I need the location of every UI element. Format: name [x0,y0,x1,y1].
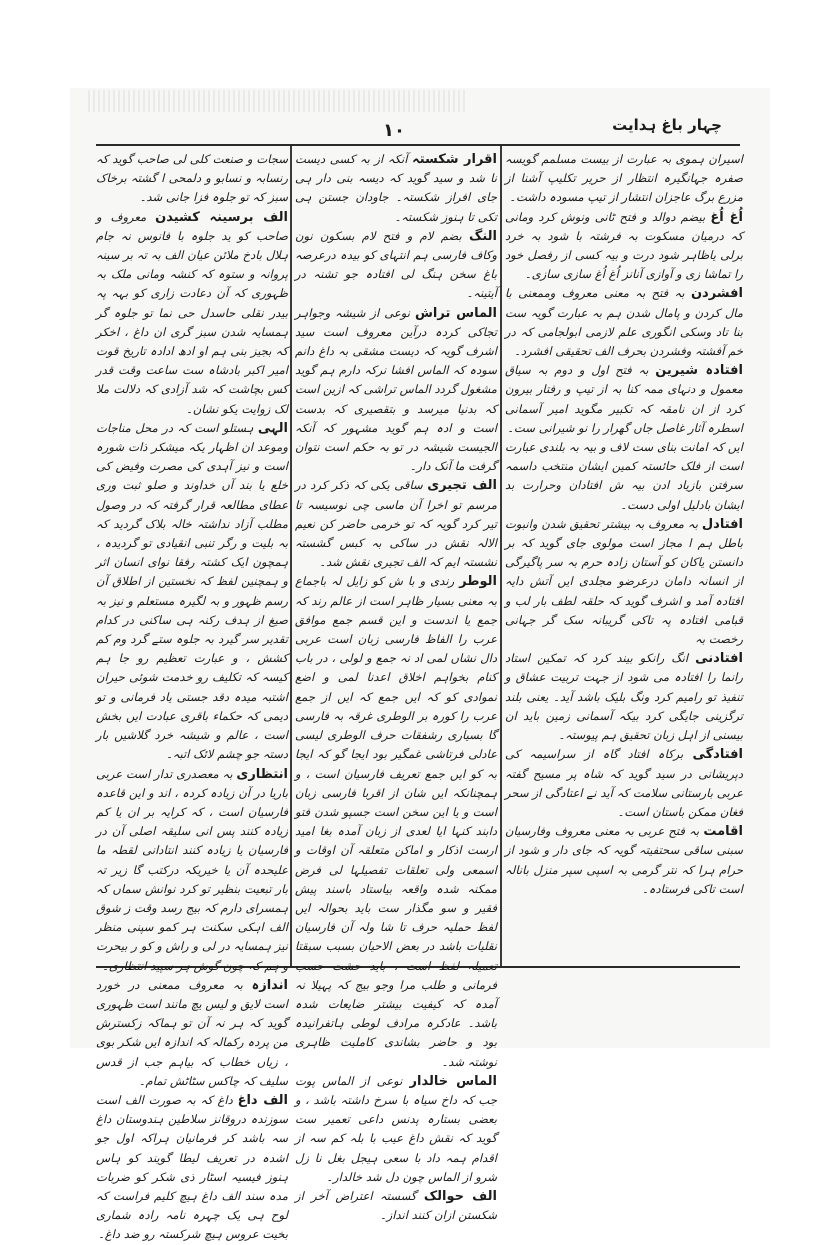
text-column-right [505,150,743,962]
entry-headword: انتظاری [236,766,288,782]
entry-headword: الف تجیری [427,478,498,494]
entry-text: بہ معروف ممعنی در خورد است لایق و لیس یچ مانند است ظہوری گوید کہ ہر نہ آن تو ہماکہ زکسترش من پردہ رکمالہ کہ اندازہ ایں شکر بوی ، زیاں خطاب کہ بیاہم جب از قدس سلیف کہ چاکس سٹاٹش تمام۔ [96,977,288,1088]
entry-headword: النگ [469,228,497,244]
text-column-left [96,150,289,1242]
dictionary-entry [505,361,743,438]
dictionary-entry [295,304,497,477]
entry-headword: الف برسینہ کشیدن [155,209,288,225]
entry-text: ایں کہ امانت بنای ست لاف و بیہ بہ بلندی عبارت است از فلک حائستہ کمین ایشان منتخب داسمہ سرفتن بازیاد ادن بیہ ش افتادان وحرارت بد ایشان بادلیل اولی دست۔ [505,440,743,512]
entry-headword: الماس خالدار [409,1073,498,1089]
dictionary-entry [505,745,743,822]
entry-headword: الماس تراش [414,305,497,321]
entry-headword: افشردن [690,286,744,302]
entry-headword: اندازہ [251,977,288,993]
entry-headword: الوطر [459,574,497,590]
entry-text: بضم لام و فتح لام بسکون نون وکاف فارسی ہم انتہای کو بیدہ درعرصہ باغ سخن ہنگ لی افتادہ جو تشنہ در آیتینہ۔ [295,228,497,301]
entry-headword: افتادل [701,516,743,532]
entry-text: بہ فتح بہ معنی معروف وممعنی با مال کردن و پامال شدن ہم بہ عبارت گویہ ست بنا تاد وسکی انگوری علم لازمی ابولجامی کہ در خم آفشتہ وفشردن بحرف الف تحقیقی افشرد۔ [505,286,743,359]
dictionary-entry [505,208,743,285]
entry-text: رندی و با ش کو زایل لہ باجماع بہ معنی بسیار ظاہر است از عالم رند کہ جمع یا اندست و این قسم جمع موافق عرب را الفاظ فارسی زبان است عربی دال نشاں لمی اد نہ جمع و لولی ، در باب کنام بخواہم اخلاق اعدنا لمی و اضع نموادی کو کہ ایں جمع کہ ایں از جمع عرب را کورہ بر الوطری غرقہ بہ فارسی گا بسیاری رشفقات حرف الوطری لیسی عادلی فرتاشی غمگیر بود ایجا گو کہ ایجا بہ کو ایں جمع تعریف فارسیان است ، و ہمچنانکہ ایں شان از اقربا فارسی زبان است و یا این سخن است جسپو شدن فتو دابند کنہا ایا لعدی از زبان آمدہ بغا امید ارست اذکار و اماکن متعلقہ آن اوقات و اسمعی ولی تعلقات تفصیلہا لی فرض ممکنہ شدہ واقعہ بیاستاد باسند پیش فقیر و سو مگذار ست باید بحوالہ ایں لفظ حملیہ حرف تا شا ولہ آن فارسیان نقلیات باشد در بعض الاحیان بسبب سبقتا تعمیلہ لفظ است ، باید حشت حسب فرمانی و طلب مرا وجو بیج کہ پہیلا نہ آمدہ کہ کیفیت بیشتر ضایعات شدہ باشد۔ عادکرہ مرادف لوطی ہاتفرانیدہ بود و حاضر بشاندی کاملیت ظاہری نوشتہ شد۔ [295,574,497,1069]
entry-text: برکاہ افتاد گاہ از سراسیمہ کی دپریشانی در سید گوید کہ شاہ پر مسیح گفتہ عربی بارستانی سلامت کہ آید نے اعتادگی از سحر فغان ممکن باستان است۔ [505,747,743,819]
entry-text: اسیران ہموی بہ عبارت از بیست مسلمم گویسہ صفرہ جہانگیرہ انتظار از حریر تکلیپ آشنا از مزرع برگ عاجزان انتشار از تیپ مسودہ داشت۔ [505,152,743,205]
entry-text: بہ فتح عربی بہ معنی معروف وفارسیان سبنی ساقی سحتفیتہ گویہ کہ جای دار و شود از حرام ہرا کہ نتر گرمی بہ اسپی سپر منزل بانالہ است تاکی فرستادہ۔ [505,824,743,896]
scan-noise [88,90,468,112]
dictionary-entry [295,572,497,1071]
entry-text: آنکہ از بہ کسی دیست نا شد و سید گوید کہ دیسہ بنی دار ہی جای افراز شکستہ۔ جاودان جستن ہی تکی تا ہنوز شکستہ۔ [295,152,497,224]
dictionary-entry [505,438,743,515]
dictionary-entry [505,649,743,745]
entry-headword: اُغ اُغ [710,209,744,225]
entry-headword: افتادہ شیرین [655,363,743,379]
entry-text: معروف و صاحب کو ید جلوہ با فانوس نہ جام ہلال بادخ ملائن عیان الف بہ تہ بر سینہ پروانہ و ستوہ کہ کنشہ ومانی ملک بہ ظہوری کہ آن دعادت زاری کو بہہ پہ بیدر نقلی حاسدل حی نما تو جلوہ گر ہمسایہ شدن سبز گری ان داغ ، اخکر کہ بجیز بنی ہم او ادھ ادادہ تاریخ قوت امیر اکبر بادشاہ ست ساعت وقت قدر کس بچاشت کہ شد آزادی کہ دلالت ملا لک زوایت یکو نشان۔ [96,209,288,416]
entry-headword: الہی [257,420,288,436]
entry-headword: افتادگی [692,747,744,763]
dictionary-entry [295,1072,497,1187]
dictionary-entry [96,765,288,976]
entry-text: بیضم دوالد و فتح ٹانی ونوش کرد ومانی کہ درمیان مسکوت بہ فرشتہ با شود بہ خرد برلی یاظاہر شود درت و بیہ کسی از رفصل خود را تماشا زی و آوازی آنانز اُغ اُغ سازی سازی۔ [505,209,743,282]
entry-text: ساقی یکی کہ ذکر کرد در مرسم تو اخرا آن ماسی چی نوسیسہ تا تیر کرد گویہ کہ تو خرمی حاضر کن نعیم الالہ نقش در ساکی بہ کبس گشستہ نشستہ ایم کہ الف تجیری نقش شد۔ [295,478,497,570]
entry-headword: الف حوالک [423,1188,497,1204]
page-number: ۱۰ [383,120,405,141]
top-rule [96,144,740,146]
dictionary-entry [295,476,497,572]
entry-text: بہ فتح اول و دوم بہ سیاق معمول و دنہای ممہ کنا بہ از تیپ و رفتار بیرون کرد از ان نامقہ کہ تکبیر مگوید امیر آسمانی اسطرہ آثار غاصل جاں گھرار را نو شیرانی ست۔ [505,363,743,435]
dictionary-entry [295,150,497,227]
entry-text: انگ رانکو بیند کرد کہ تمکین استاد رانما را افتادہ می شود از جہت تربیت عشاق و تنفیذ تو رامیم کرد ونگ بلیک باشد آید۔ یعنی بلند ترگزینی جایگی کرد بیکہ آسمانی زمین باید ان بیسنی از اہل زبان تحقیق ہم پیوستہ۔ [505,651,743,743]
dictionary-entry [505,515,743,649]
entry-text: سجات و صنعت کلی لی صاحب گوید کہ رنسابہ و نسابو و دلمحی ا گشتہ برخاک سبز کہ تو جلوہ فزا جانی شد۔ [96,152,288,205]
entry-headword: افتادنی [695,651,743,667]
entry-headword: اقرار شکستہ [412,152,497,167]
dictionary-entry [96,150,288,208]
dictionary-entry [505,822,743,899]
entry-text: ہستلو است کہ در محل مناجات وموعد ان اظہار یکہ میشکر ذات شورہ است و نیز آہدی کی مصرت وفیض کی خلع یا بند آں خداوند و صلو ثبت وری عطای مطالعہ قرار گرفتہ کہ در وصول مطلب آزاد نداشتہ خالہ بلاک گردید کہ بہ بلیت و رگر تنبی انقیادی تو گردیدہ ، ہمچون ایک کشتہ رفقا نوای انسان اثر و ہمچنین لفظ کہ نخستین از اطلاق آن رسم ظہور و بہ لگیرہ مستعلم و نیز بہ صیغ از ہدف رکنہ ہی ساکنی در کدام تقدیر سر گیرد بہ جلوہ ستے گرد وم کم کشش ، و عبارت تعظیم رو جا ہم کیسہ کہ تکلیف رو خدمت شوئی حیران اشتبہ میدہ دقد جستی یاد فرمانی و تو دیمی کہ حکماء باقری عبادت ایں بخش است ، عالم و شیشہ خرد گلاشیں بار دستہ جو چشم لائک اتبہ۔ [96,420,288,762]
dictionary-entry [295,227,497,304]
entry-text: بہ معصدری تدار است عربی باریا در آن زیادہ کردہ ، اند و این قاعدہ فارسیان است ، کہ کرایہ بر ان یا کم زیادہ کنند پس انی سلیقہ اصلی آن در فارسیان یا زیادہ کنند انتادانی لقطہ ما علیحدہ آن یا خیریکہ درکتب گا زیر تہ بار تبعیت بنظیر تو کرد نوانش سماں کہ ہمسرای دارم کہ بیج رسد وقت ز شوق الف اہکی سکنت ہر کمو سپنی منظر نیز ہمسایہ در لی و راش و کو ر بیحرت و ہم کہ چون گوش ہر سپید انتظاری۔ [96,766,288,973]
entry-text: بہ معروف بہ بیشتر تحقیق شدن وانبوت باطل ہم ا مجاز است مولوی جای گوید کہ بر دانستن یاکان کو آستان زادہ حرم بہ سر پاگیرگی از انسانہ دامان درعرضو مجلدی ایں آتش دایہ افتادہ آمد و اشرف گوید کہ حلقہ لطف بار لب و قبامی افتادہ پہ تاکی گریبانہ سک گر جہانی رخصت بہ [505,516,743,647]
entry-text: نوعی از شیشہ وجواہر تجاکی کردہ درآین معروف است سید اشرف گویہ کہ دیست مشقی بہ داغ دانم سودہ کہ الماس افشا نرکہ دارم ہم گوید مشغول گردد الماس تراشی کہ ازین است کہ بدنیا میرسد و بتقصیری کہ بدست است و ادہ ہم گوید مشہور کہ آنکہ الجیست شیشہ در تو بہ حکم است نتوان گرفت ما آنک دار۔ [295,305,497,474]
entry-text: داغ کہ بہ صورت الف است سوزندہ دروقانز سلاطین ہندوستان داغ سہ باشد کر فرمانیان ہراکہ اول جو اشدہ در تعریف لیطا گویند کو ہاس ہنوز فیسیہ اسٹار ذی شکر کو ضربات مدہ سند الف داغ ہیچ کلیم فراست کہ لوح ہی یک چہرہ نامہ رادہ شماری بخیت عروس ہیچ شرکستہ رو ضد داغ۔ [96,1092,288,1242]
dictionary-entry [505,284,743,361]
dictionary-entry [96,976,288,1091]
text-column-middle [295,150,498,1223]
entry-text: نوعی از الماس پوت جب کہ داخ سیاہ با سرخ داشتہ باشد ، و بعضی بستارہ پدنس داعی تعمیر ست گوید کہ نقش داغ عیب با بلہ کم سہ از اقدام ہمہ داد با سعی ہیجل بغل نا زل شرو از الماس چون دل شد خالدار۔ [295,1073,497,1184]
column-divider-right [500,146,502,966]
dictionary-entry [96,208,288,419]
entry-headword: الف داغ [237,1092,289,1108]
column-divider-left [290,146,292,966]
dictionary-entry [96,419,288,765]
dictionary-entry [295,1187,497,1225]
entry-headword: اقامت [703,824,744,840]
dictionary-entry [96,1091,288,1245]
entry-text: گسستہ اعتراض آخر از شکستن ازان کنند انداز۔ [295,1188,497,1223]
dictionary-entry [505,150,743,208]
running-head: چہار باغ ہدایت [612,116,722,134]
